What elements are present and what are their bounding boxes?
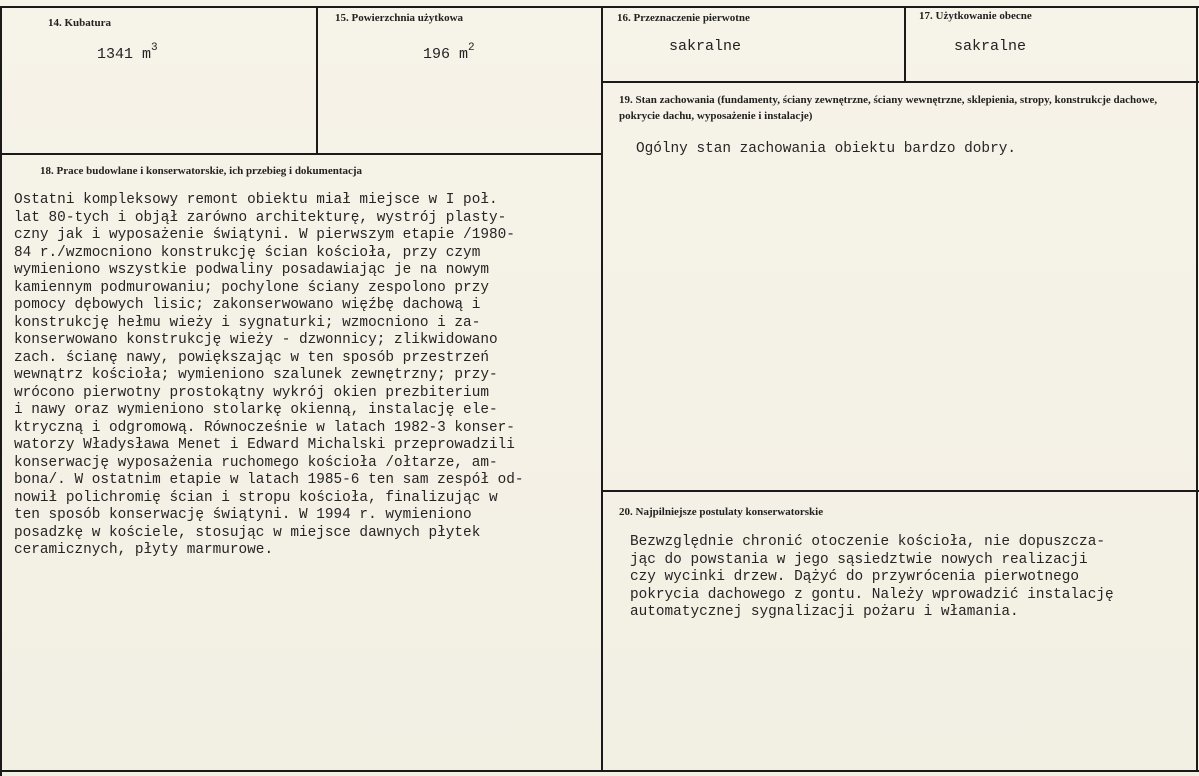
divider-16-17 — [904, 6, 906, 82]
divider-19-20 — [601, 490, 1199, 492]
left-border — [0, 6, 2, 776]
divider-row1-left — [0, 153, 603, 155]
top-border — [0, 6, 1199, 8]
powierzchnia-unit-exponent: 2 — [468, 42, 475, 54]
uzytkowanie-value: sakralne — [954, 38, 1027, 55]
prace-text: Ostatni kompleksowy remont obiektu miał miejsce w I poł. lat 80-tych i objął zarówno architekturę, wystrój plasty- czny jak i wyposażenie świątyni. W pierwszym etapie /1980- 84 r./wzmocniono konstrukcję ścian kościoła, przy czym wymieniono wszystkie podwaliny posadawiając je na nowym kamiennym podmurowaniu; pochylone ściany zespolono przy pomocy dębowych lisic; zakonserwowano więźbę dachową i konstrukcję hełmu wieży i sygnaturki; wzmocniono i za- konserwowano konstrukcję wieży - dzwonnicy; zlikwidowano zach. ścianę nawy, powiększając w ten sposób przestrzeń wewnątrz kościoła; wymieniono szalunek zewnętrzny; przy- wrócono pierwotny prostokątny wykrój okien prezbiterium i nawy oraz wymieniono stolarkę okienną, instalację ele- ktryczną i odgromową. Równocześnie w latach 1982-3 konser- watorzy Władysława Menet i Edward Michalski przeprowadzili konserwację wyposażenia ruchomego kościoła /ołtarze, am- bona/. W ostatnim etapie w latach 1985-6 ten sam zespół od- nowił polichromię ścian i stropu kościoła, finalizując w ten sposób konserwację świątyni. W 1994 r. wymieniono posadzkę w kościele, stosując w miejsce dawnych płytek ceramicznych, płyty marmurowe. — [14, 192, 524, 558]
stan-label: 19. Stan zachowania (fundamenty, ściany zewnętrzne, ściany wewnętrzne, sklepienia, stropy, konstrukcje dachowe, pokrycie dachu, wyposażenie i instalacje) — [619, 94, 1158, 122]
kubatura-value — [97, 44, 158, 63]
powierzchnia-value — [423, 44, 475, 63]
main-vertical-divider — [601, 6, 603, 772]
postulaty-text: Bezwzględnie chronić otoczenie kościoła, nie dopuszcza- jąc do powstania w jego sąsiedztwie nowych realizacji czy wycinki drzew. Dążyć do przywrócenia pierwotnego pokrycia dachowego z gontu. Należy wprowadzić instalację automatycznej sygnalizacji pożaru i włamania. — [630, 534, 1114, 620]
bottom-border — [0, 770, 1199, 772]
stan-text: Ogólny stan zachowania obiektu bardzo dobry. — [636, 141, 1016, 157]
prace-label: 18. Prace budowlane i konserwatorskie, ich przebieg i dokumentacja — [40, 165, 363, 177]
divider-14-15 — [316, 6, 318, 154]
uzytkowanie-label: 17. Użytkowanie obecne — [919, 10, 1032, 22]
right-border — [1196, 6, 1198, 772]
kubatura-label: 14. Kubatura — [48, 17, 111, 29]
postulaty-label: 20. Najpilniejsze postulaty konserwatorskie — [619, 506, 824, 518]
powierzchnia-number: 196 m — [423, 46, 469, 63]
kubatura-unit-exponent: 3 — [151, 42, 158, 54]
divider-row1-right — [601, 81, 1199, 83]
przeznaczenie-label: 16. Przeznaczenie pierwotne — [617, 12, 750, 24]
powierzchnia-label: 15. Powierzchnia użytkowa — [335, 12, 464, 24]
przeznaczenie-value: sakralne — [669, 38, 742, 55]
kubatura-number: 1341 m — [97, 46, 152, 63]
